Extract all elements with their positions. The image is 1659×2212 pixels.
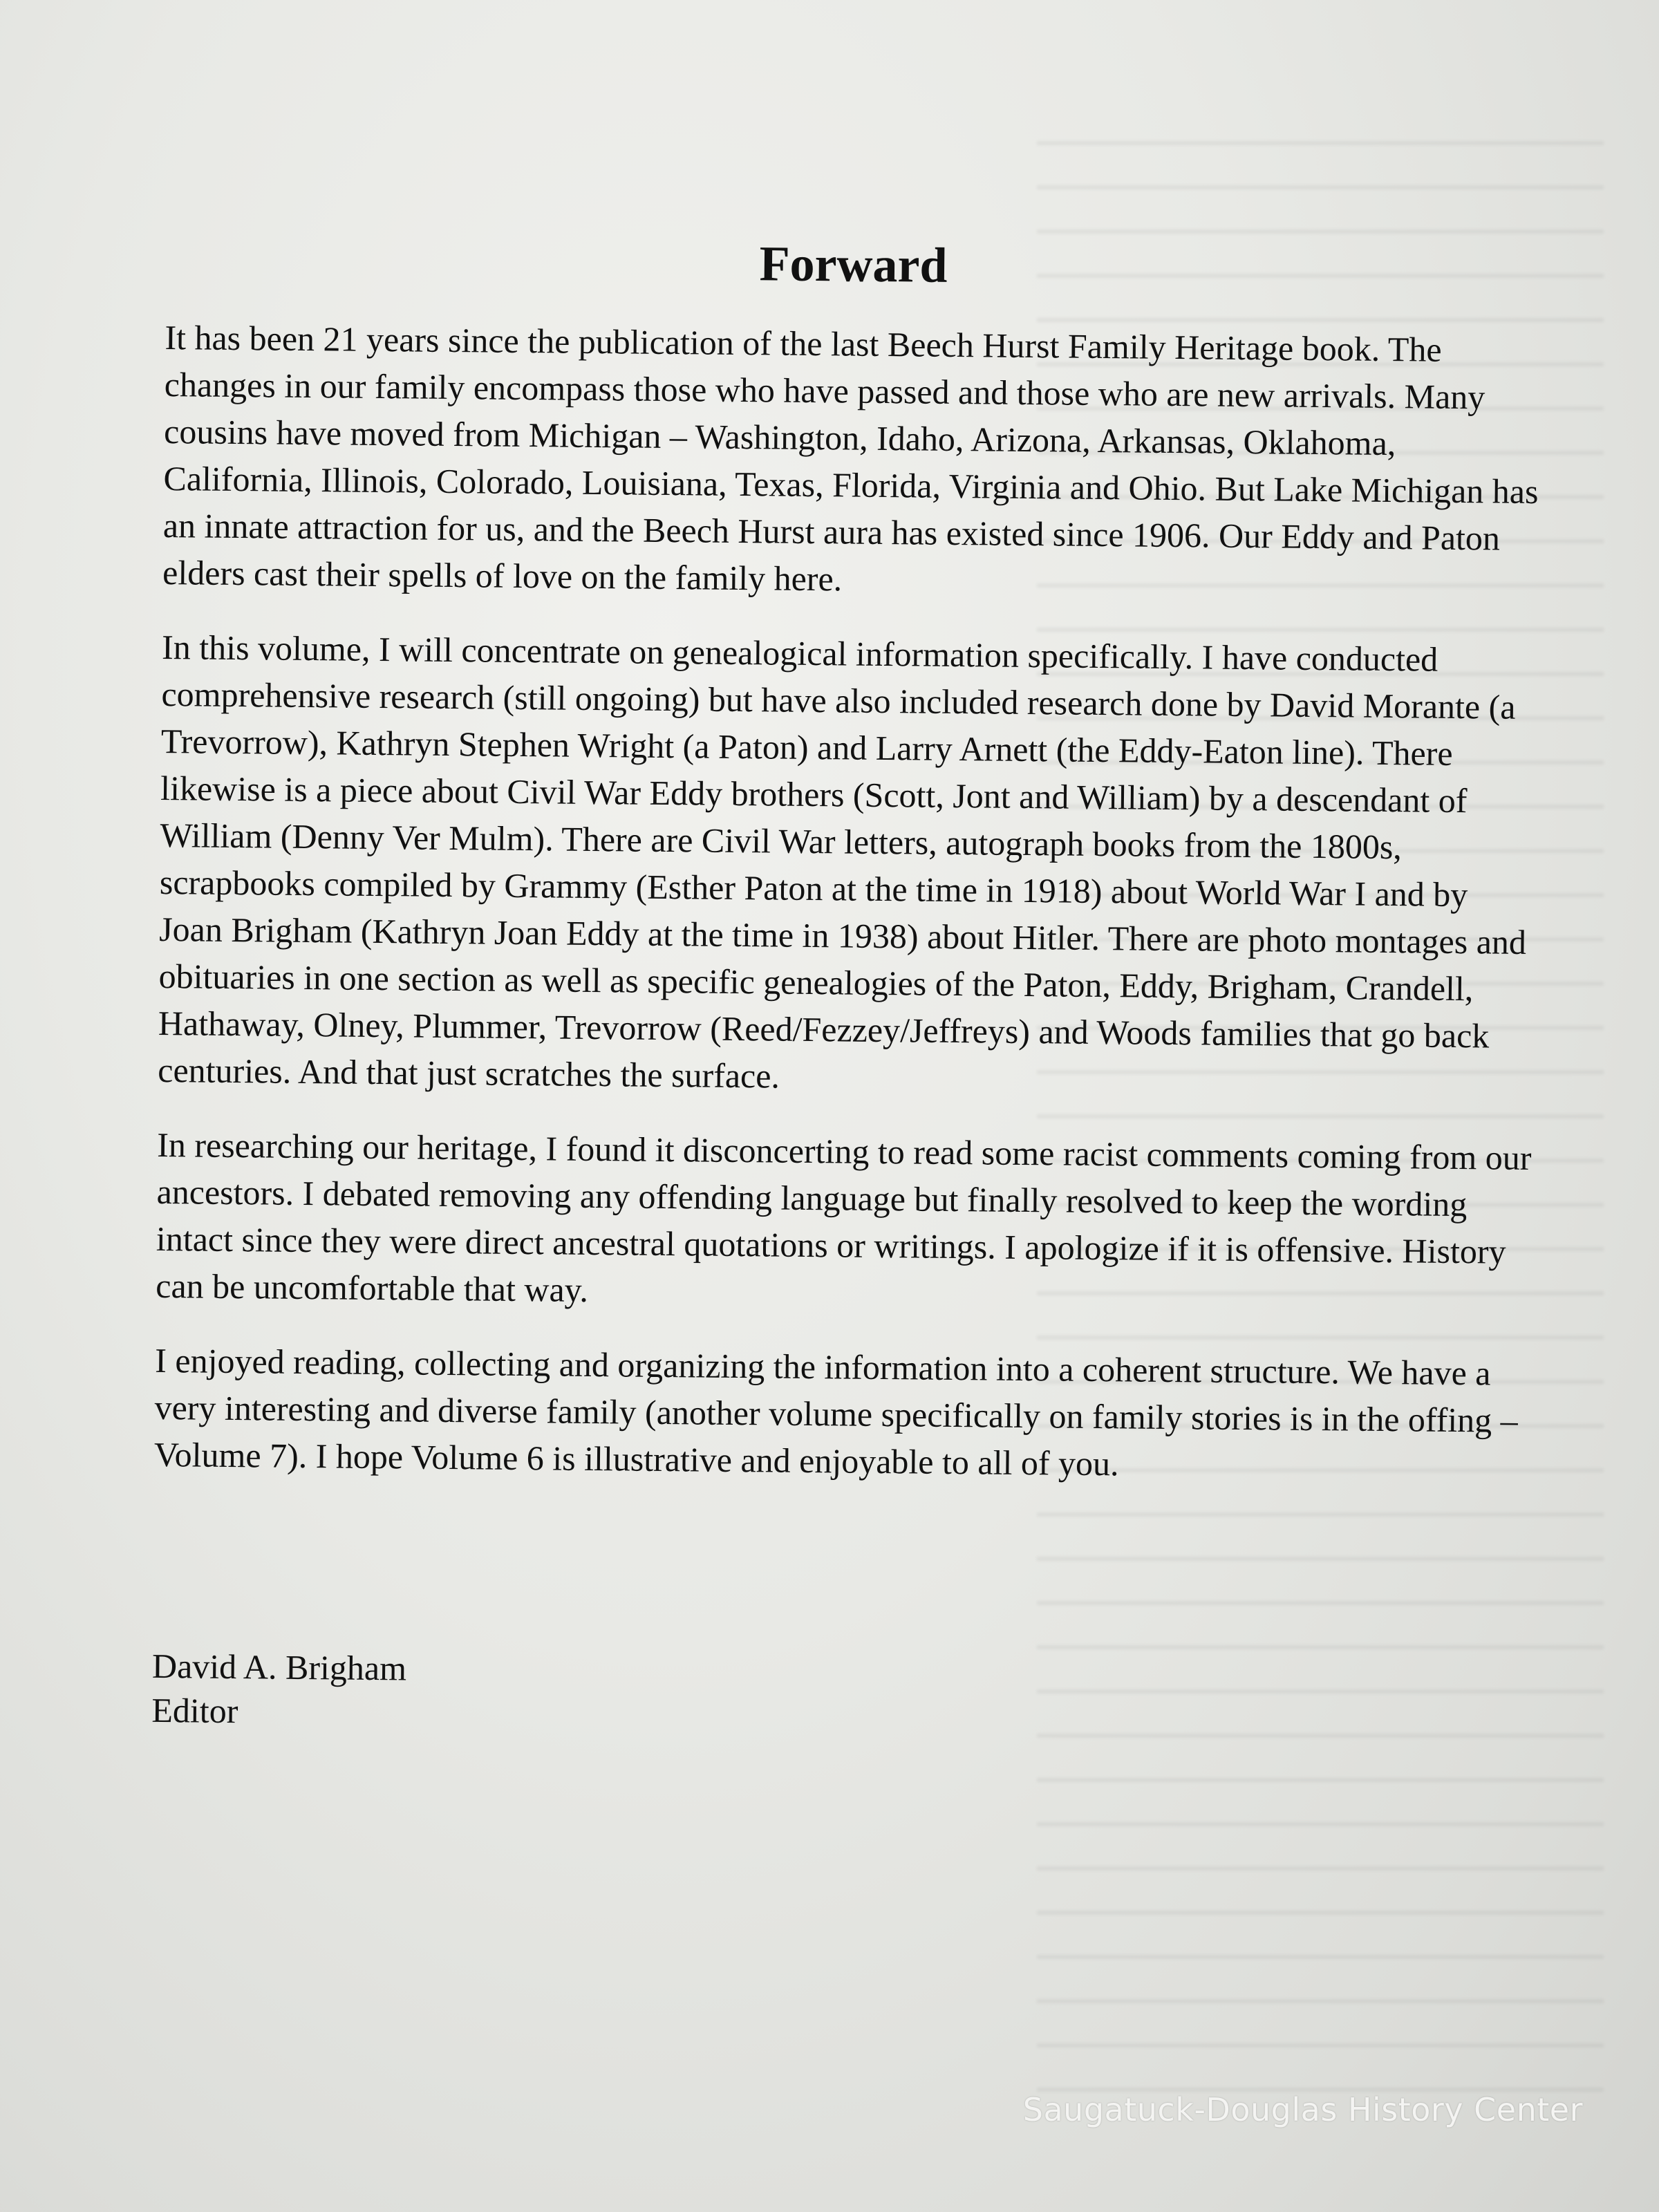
document-body xyxy=(151,228,1541,1745)
paragraph-4: I enjoyed reading, collecting and organizing the information into a coherent structure. We have a very interesting and diverse family (another volume specifically on family stories is in the offing – Volume 7). I hope Volume 6 is illustrative and enjoyable to all of you. xyxy=(153,1341,1518,1483)
signature-role: Editor xyxy=(151,1691,238,1731)
signature-block xyxy=(151,1644,1528,1745)
signature-name: David A. Brigham xyxy=(151,1647,407,1688)
watermark: Saugatuck-Douglas History Center xyxy=(1022,2091,1583,2128)
paragraph-1: It has been 21 years since the publication of the last Beech Hurst Family Heritage book. The changes in our family encompass those who have passed and those who are new arrivals. Many cousins have moved from Michigan – Washington, Idaho, Arizona, Arkansas, Oklahoma, California, Illinois, Colorado, Louisiana, Texas, Florida, Virginia and Ohio. But Lake Michigan has an innate attraction for us, and the Beech Hurst aura has existed since 1906. Our Eddy and Paton elders cast their spells of love on the family here. xyxy=(162,318,1539,599)
document-title: Forward xyxy=(759,236,948,293)
paragraph-2: In this volume, I will concentrate on genealogical information specifically. I have conducted comprehensive research (still ongoing) but have also included research done by David Morante (a Trevorrow), Kathryn Stephen Wright (a Paton) and Larry Arnett (the Eddy-Eaton line). There likewise is a piece about Civil War Eddy brothers (Scott, Jont and William) by a descendant of William (Denny Ver Mulm). There are Civil War letters, autograph books from the 1800s, scrapbooks compiled by Grammy (Esther Paton at the time in 1918) about World War I and by Joan Brigham (Kathryn Joan Eddy at the time in 1938) about Hitler. There are photo montages and obituaries in one section as well as specific genealogies of the Paton, Eddy, Brigham, Crandell, Hathaway, Olney, Plummer, Trevorrow (Reed/Fezzey/Jeffreys) and Woods families that go back centuries. And that just scratches the surface. xyxy=(158,628,1527,1096)
paragraph-3: In researching our heritage, I found it disconcerting to read some racist comments coming from our ancestors. I debated removing any offending language but finally resolved to keep the wording intact since they were direct ancestral quotations or writings. I apologize if it is offensive. History can be uncomfortable that way. xyxy=(156,1125,1532,1310)
